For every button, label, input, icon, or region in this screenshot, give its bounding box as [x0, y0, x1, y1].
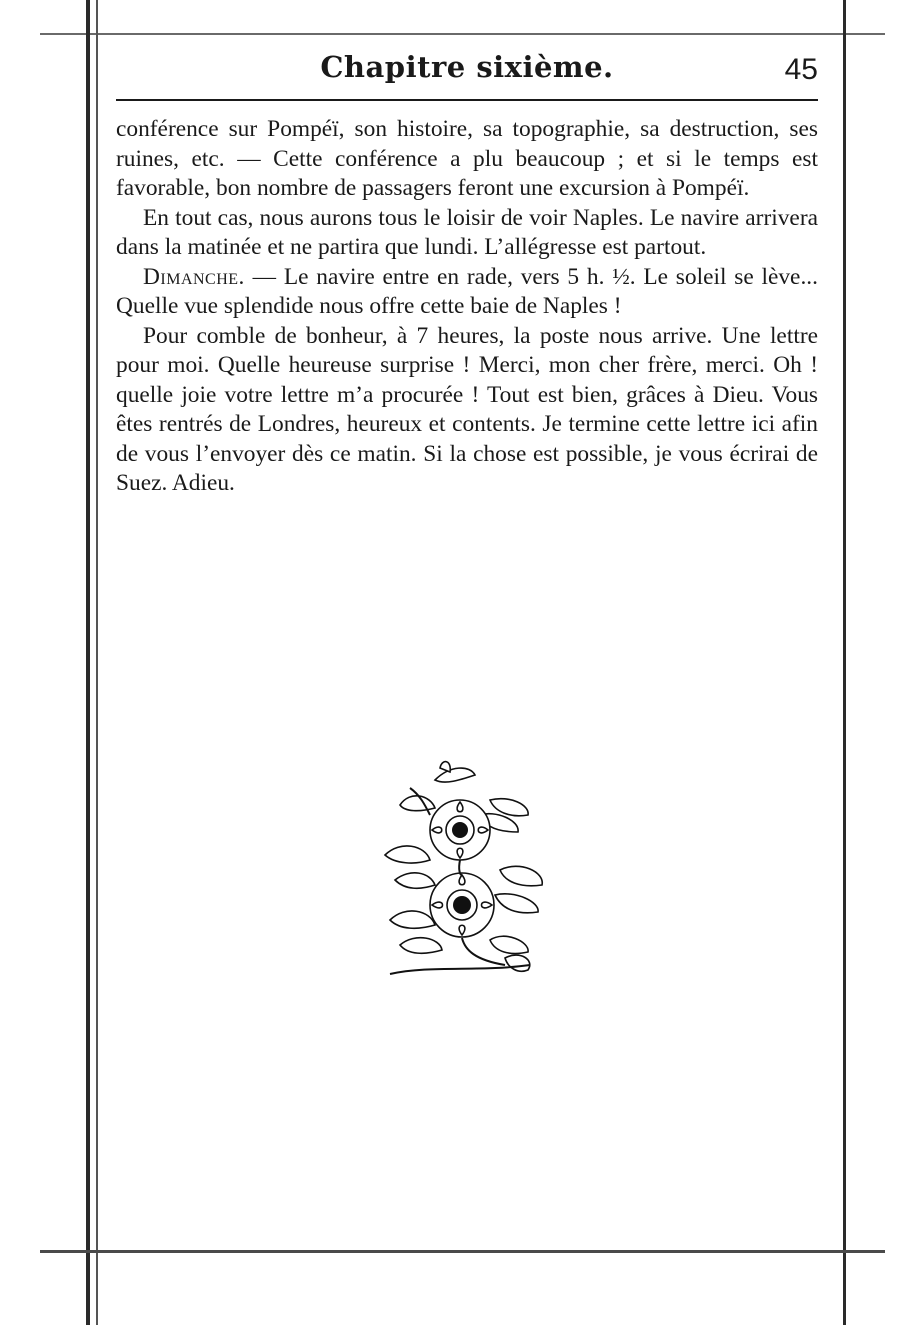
- day-label: Dimanche.: [143, 263, 245, 290]
- page-left-border: [86, 0, 90, 1325]
- body-text: [116, 115, 818, 499]
- paragraph-3-text: — Le navire entre en rade, vers 5 h. ½. Le soleil se lève... Quelle vue splendide nous offre cette baie de Naples !: [116, 263, 818, 319]
- floral-vignette-icon: [380, 760, 550, 980]
- page-number: 45: [784, 53, 818, 86]
- paragraph-2: En tout cas, nous aurons tous le loisir de voir Naples. Le navire arrivera dans la matinée et ne partira que lundi. L’allégresse est partout.: [116, 204, 818, 260]
- page-left-inner-border: [96, 0, 98, 1325]
- page-right-border: [843, 0, 846, 1325]
- page-bottom-rule: [40, 1250, 885, 1253]
- chapter-title: Chapitre sixième.: [320, 50, 614, 84]
- page-top-rule: [40, 33, 885, 35]
- paragraph-4: Pour comble de bonheur, à 7 heures, la poste nous arrive. Une lettre pour moi. Quelle heureuse surprise ! Merci, mon cher frère, merci. Oh ! quelle joie votre lettre m’a procurée ! Tout est bien, grâces à Dieu. Vous êtes rentrés de Londres, heureux et contents. Je termine cette lettre ici afin de vous l’envoyer dès ce matin. Si la chose est possible, je vous écrirai de Suez. Adieu.: [116, 322, 818, 496]
- paragraph-1: conférence sur Pompéï, son histoire, sa topographie, sa destruction, ses ruines, etc. — Cette conférence a plu beaucoup ; et si le temps est favorable, bon nombre de passagers feront une excursion à Pompéï.: [116, 116, 818, 201]
- paragraph-3: [116, 263, 818, 322]
- running-header: [116, 44, 818, 94]
- header-rule: [116, 99, 818, 101]
